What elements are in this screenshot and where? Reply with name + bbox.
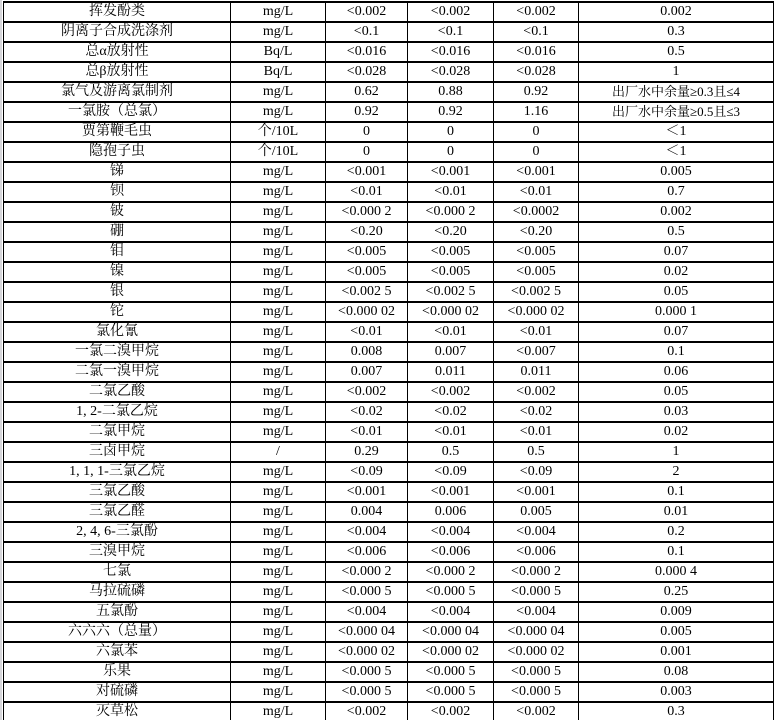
unit-cell: / [231, 442, 326, 462]
table-row [4, 542, 774, 562]
value-cell-1: <0.01 [326, 422, 408, 442]
param-name-cell: 一氯二溴甲烷 [4, 342, 231, 362]
value-cell-2: <0.016 [408, 42, 494, 62]
table-row [4, 562, 774, 582]
value-cell-1: <0.028 [326, 62, 408, 82]
value-cell-3: <0.01 [494, 422, 579, 442]
unit-cell: mg/L [231, 602, 326, 622]
table-row [4, 342, 774, 362]
value-cell-1: <0.000 02 [326, 642, 408, 662]
limit-cell: 0.5 [579, 42, 774, 62]
value-cell-3: <0.005 [494, 242, 579, 262]
value-cell-3: <0.001 [494, 482, 579, 502]
value-cell-3: 0.5 [494, 442, 579, 462]
value-cell-3: 0 [494, 142, 579, 162]
unit-cell: mg/L [231, 162, 326, 182]
value-cell-2: <0.000 5 [408, 582, 494, 602]
page-edge-strip [0, 0, 2, 720]
param-name-cell: 锑 [4, 162, 231, 182]
unit-cell: mg/L [231, 622, 326, 642]
value-cell-1: <0.20 [326, 222, 408, 242]
unit-cell: mg/L [231, 222, 326, 242]
param-name-cell: 六氯苯 [4, 642, 231, 662]
value-cell-1: <0.01 [326, 182, 408, 202]
value-cell-3: <0.028 [494, 62, 579, 82]
value-cell-2: <0.000 5 [408, 682, 494, 702]
limit-cell: 0.02 [579, 422, 774, 442]
table-row [4, 502, 774, 522]
limit-cell: 0.002 [579, 202, 774, 222]
value-cell-3: <0.002 5 [494, 282, 579, 302]
table-row [4, 482, 774, 502]
limit-cell: 0.000 1 [579, 302, 774, 322]
value-cell-3: <0.000 5 [494, 582, 579, 602]
value-cell-1: <0.005 [326, 242, 408, 262]
value-cell-2: <0.004 [408, 522, 494, 542]
param-name-cell: 镍 [4, 262, 231, 282]
value-cell-2: <0.002 [408, 702, 494, 720]
value-cell-2: 0.92 [408, 102, 494, 122]
limit-cell: ＜1 [579, 142, 774, 162]
limit-cell: 0.000 4 [579, 562, 774, 582]
table-row [4, 282, 774, 302]
limit-cell: 0.3 [579, 702, 774, 720]
value-cell-2: <0.028 [408, 62, 494, 82]
limit-cell: 0.2 [579, 522, 774, 542]
value-cell-2: <0.004 [408, 602, 494, 622]
unit-cell: mg/L [231, 82, 326, 102]
table-row [4, 642, 774, 662]
param-name-cell: 三溴甲烷 [4, 542, 231, 562]
unit-cell: mg/L [231, 642, 326, 662]
param-name-cell: 二氯甲烷 [4, 422, 231, 442]
unit-cell: mg/L [231, 362, 326, 382]
unit-cell: mg/L [231, 182, 326, 202]
value-cell-2: <0.006 [408, 542, 494, 562]
value-cell-3: <0.004 [494, 602, 579, 622]
unit-cell: Bq/L [231, 62, 326, 82]
limit-cell: 1 [579, 442, 774, 462]
value-cell-2: <0.000 02 [408, 642, 494, 662]
unit-cell: mg/L [231, 682, 326, 702]
value-cell-3: <0.001 [494, 162, 579, 182]
value-cell-1: <0.000 04 [326, 622, 408, 642]
table-row [4, 122, 774, 142]
value-cell-3: <0.000 5 [494, 682, 579, 702]
limit-cell: 出厂水中余量≥0.5且≤3 [579, 102, 774, 122]
table-row [4, 702, 774, 720]
value-cell-1: <0.002 [326, 2, 408, 22]
unit-cell: mg/L [231, 462, 326, 482]
value-cell-3: <0.09 [494, 462, 579, 482]
unit-cell: mg/L [231, 22, 326, 42]
value-cell-1: <0.002 5 [326, 282, 408, 302]
value-cell-3: 0.005 [494, 502, 579, 522]
value-cell-2: <0.000 04 [408, 622, 494, 642]
unit-cell: mg/L [231, 542, 326, 562]
value-cell-1: <0.006 [326, 542, 408, 562]
value-cell-2: <0.001 [408, 482, 494, 502]
limit-cell: 0.02 [579, 262, 774, 282]
table-row [4, 182, 774, 202]
value-cell-1: 0 [326, 142, 408, 162]
unit-cell: mg/L [231, 522, 326, 542]
table-row [4, 22, 774, 42]
unit-cell: mg/L [231, 662, 326, 682]
unit-cell: mg/L [231, 502, 326, 522]
limit-cell: 0.5 [579, 222, 774, 242]
value-cell-1: <0.01 [326, 322, 408, 342]
limit-cell: 0.07 [579, 322, 774, 342]
value-cell-2: <0.000 2 [408, 562, 494, 582]
param-name-cell: 氯气及游离氯制剂 [4, 82, 231, 102]
param-name-cell: 氯化氰 [4, 322, 231, 342]
value-cell-1: <0.000 5 [326, 682, 408, 702]
value-cell-3: 0.92 [494, 82, 579, 102]
param-name-cell: 三卤甲烷 [4, 442, 231, 462]
unit-cell: mg/L [231, 582, 326, 602]
unit-cell: mg/L [231, 102, 326, 122]
value-cell-3: <0.004 [494, 522, 579, 542]
value-cell-1: <0.004 [326, 522, 408, 542]
limit-cell: 0.1 [579, 482, 774, 502]
value-cell-1: <0.1 [326, 22, 408, 42]
param-name-cell: 五氯酚 [4, 602, 231, 622]
table-row [4, 402, 774, 422]
value-cell-3: <0.016 [494, 42, 579, 62]
limit-cell: 1 [579, 62, 774, 82]
value-cell-1: <0.000 5 [326, 582, 408, 602]
limit-cell: 0.002 [579, 2, 774, 22]
value-cell-3: <0.20 [494, 222, 579, 242]
value-cell-3: <0.02 [494, 402, 579, 422]
unit-cell: mg/L [231, 2, 326, 22]
water-quality-results-table [3, 1, 774, 720]
value-cell-2: <0.01 [408, 322, 494, 342]
table-row [4, 142, 774, 162]
unit-cell: mg/L [231, 482, 326, 502]
value-cell-1: <0.09 [326, 462, 408, 482]
value-cell-1: 0.004 [326, 502, 408, 522]
limit-cell: 0.05 [579, 282, 774, 302]
value-cell-2: 0 [408, 122, 494, 142]
value-cell-3: <0.01 [494, 322, 579, 342]
param-name-cell: 对硫磷 [4, 682, 231, 702]
param-name-cell: 铊 [4, 302, 231, 322]
table-row [4, 42, 774, 62]
value-cell-1: <0.000 5 [326, 662, 408, 682]
limit-cell: 0.001 [579, 642, 774, 662]
table-row [4, 362, 774, 382]
value-cell-3: <0.002 [494, 2, 579, 22]
value-cell-2: <0.002 [408, 382, 494, 402]
limit-cell: 0.1 [579, 342, 774, 362]
param-name-cell: 1, 2-二氯乙烷 [4, 402, 231, 422]
limit-cell: 0.003 [579, 682, 774, 702]
value-cell-3: <0.006 [494, 542, 579, 562]
param-name-cell: 马拉硫磷 [4, 582, 231, 602]
value-cell-1: <0.001 [326, 162, 408, 182]
table-row [4, 2, 774, 22]
value-cell-3: <0.01 [494, 182, 579, 202]
param-name-cell: 总α放射性 [4, 42, 231, 62]
param-name-cell: 铍 [4, 202, 231, 222]
value-cell-2: <0.001 [408, 162, 494, 182]
unit-cell: 个/10L [231, 122, 326, 142]
table-row [4, 622, 774, 642]
value-cell-1: 0.92 [326, 102, 408, 122]
value-cell-1: 0 [326, 122, 408, 142]
limit-cell: ＜1 [579, 122, 774, 142]
value-cell-3: <0.000 04 [494, 622, 579, 642]
value-cell-2: <0.02 [408, 402, 494, 422]
table-row [4, 82, 774, 102]
table-row [4, 382, 774, 402]
value-cell-2: <0.000 5 [408, 662, 494, 682]
limit-cell: 0.3 [579, 22, 774, 42]
unit-cell: mg/L [231, 342, 326, 362]
table-row [4, 222, 774, 242]
param-name-cell: 一氯胺（总氯） [4, 102, 231, 122]
value-cell-2: <0.01 [408, 422, 494, 442]
value-cell-2: <0.005 [408, 242, 494, 262]
unit-cell: mg/L [231, 382, 326, 402]
value-cell-3: <0.000 2 [494, 562, 579, 582]
value-cell-1: <0.002 [326, 702, 408, 720]
value-cell-3: <0.002 [494, 382, 579, 402]
table-row [4, 422, 774, 442]
table-row [4, 262, 774, 282]
limit-cell: 0.07 [579, 242, 774, 262]
table-row [4, 682, 774, 702]
table-row [4, 302, 774, 322]
value-cell-2: 0.5 [408, 442, 494, 462]
param-name-cell: 银 [4, 282, 231, 302]
param-name-cell: 二氯乙酸 [4, 382, 231, 402]
limit-cell: 0.009 [579, 602, 774, 622]
value-cell-2: 0.007 [408, 342, 494, 362]
limit-cell: 0.03 [579, 402, 774, 422]
limit-cell: 0.06 [579, 362, 774, 382]
unit-cell: mg/L [231, 402, 326, 422]
value-cell-1: <0.016 [326, 42, 408, 62]
value-cell-3: <0.005 [494, 262, 579, 282]
param-name-cell: 六六六（总量） [4, 622, 231, 642]
unit-cell: mg/L [231, 262, 326, 282]
limit-cell: 0.25 [579, 582, 774, 602]
unit-cell: mg/L [231, 422, 326, 442]
param-name-cell: 钡 [4, 182, 231, 202]
value-cell-3: 0 [494, 122, 579, 142]
param-name-cell: 1, 1, 1-三氯乙烷 [4, 462, 231, 482]
value-cell-2: 0 [408, 142, 494, 162]
unit-cell: mg/L [231, 282, 326, 302]
param-name-cell: 2, 4, 6-三氯酚 [4, 522, 231, 542]
value-cell-1: <0.001 [326, 482, 408, 502]
unit-cell: mg/L [231, 702, 326, 720]
limit-cell: 0.05 [579, 382, 774, 402]
table-row [4, 242, 774, 262]
param-name-cell: 总β放射性 [4, 62, 231, 82]
value-cell-3: 0.011 [494, 362, 579, 382]
value-cell-3: <0.002 [494, 702, 579, 720]
value-cell-2: <0.01 [408, 182, 494, 202]
unit-cell: mg/L [231, 302, 326, 322]
value-cell-1: 0.007 [326, 362, 408, 382]
table-row [4, 582, 774, 602]
value-cell-1: <0.000 2 [326, 202, 408, 222]
value-cell-3: <0.000 5 [494, 662, 579, 682]
param-name-cell: 三氯乙醛 [4, 502, 231, 522]
value-cell-3: <0.007 [494, 342, 579, 362]
table-row [4, 462, 774, 482]
value-cell-2: <0.000 2 [408, 202, 494, 222]
value-cell-1: <0.02 [326, 402, 408, 422]
param-name-cell: 七氯 [4, 562, 231, 582]
table-row [4, 602, 774, 622]
value-cell-2: 0.88 [408, 82, 494, 102]
limit-cell: 0.005 [579, 162, 774, 182]
param-name-cell: 贾第鞭毛虫 [4, 122, 231, 142]
unit-cell: mg/L [231, 202, 326, 222]
param-name-cell: 钼 [4, 242, 231, 262]
limit-cell: 0.1 [579, 542, 774, 562]
param-name-cell: 乐果 [4, 662, 231, 682]
table-row [4, 162, 774, 182]
table-row [4, 322, 774, 342]
value-cell-2: <0.000 02 [408, 302, 494, 322]
limit-cell: 出厂水中余量≥0.3且≤4 [579, 82, 774, 102]
value-cell-2: 0.006 [408, 502, 494, 522]
unit-cell: mg/L [231, 322, 326, 342]
param-name-cell: 硼 [4, 222, 231, 242]
table-row [4, 202, 774, 222]
value-cell-2: <0.002 [408, 2, 494, 22]
param-name-cell: 阴离子合成洗涤剂 [4, 22, 231, 42]
value-cell-3: <0.000 02 [494, 642, 579, 662]
limit-cell: 0.01 [579, 502, 774, 522]
value-cell-1: 0.008 [326, 342, 408, 362]
value-cell-2: <0.005 [408, 262, 494, 282]
value-cell-1: 0.62 [326, 82, 408, 102]
unit-cell: 个/10L [231, 142, 326, 162]
unit-cell: Bq/L [231, 42, 326, 62]
param-name-cell: 三氯乙酸 [4, 482, 231, 502]
value-cell-3: 1.16 [494, 102, 579, 122]
table-row [4, 442, 774, 462]
results-table-body [4, 2, 774, 720]
value-cell-2: <0.20 [408, 222, 494, 242]
value-cell-3: <0.0002 [494, 202, 579, 222]
limit-cell: 0.08 [579, 662, 774, 682]
param-name-cell: 灭草松 [4, 702, 231, 720]
param-name-cell: 隐孢子虫 [4, 142, 231, 162]
limit-cell: 0.005 [579, 622, 774, 642]
value-cell-2: <0.1 [408, 22, 494, 42]
limit-cell: 0.7 [579, 182, 774, 202]
unit-cell: mg/L [231, 562, 326, 582]
table-row [4, 522, 774, 542]
value-cell-3: <0.000 02 [494, 302, 579, 322]
value-cell-1: 0.29 [326, 442, 408, 462]
value-cell-2: 0.011 [408, 362, 494, 382]
value-cell-1: <0.005 [326, 262, 408, 282]
value-cell-1: <0.000 2 [326, 562, 408, 582]
table-row [4, 102, 774, 122]
param-name-cell: 挥发酚类 [4, 2, 231, 22]
limit-cell: 2 [579, 462, 774, 482]
value-cell-1: <0.004 [326, 602, 408, 622]
value-cell-2: <0.002 5 [408, 282, 494, 302]
value-cell-2: <0.09 [408, 462, 494, 482]
param-name-cell: 二氯一溴甲烷 [4, 362, 231, 382]
value-cell-3: <0.1 [494, 22, 579, 42]
value-cell-1: <0.000 02 [326, 302, 408, 322]
unit-cell: mg/L [231, 242, 326, 262]
table-row [4, 662, 774, 682]
value-cell-1: <0.002 [326, 382, 408, 402]
table-row [4, 62, 774, 82]
